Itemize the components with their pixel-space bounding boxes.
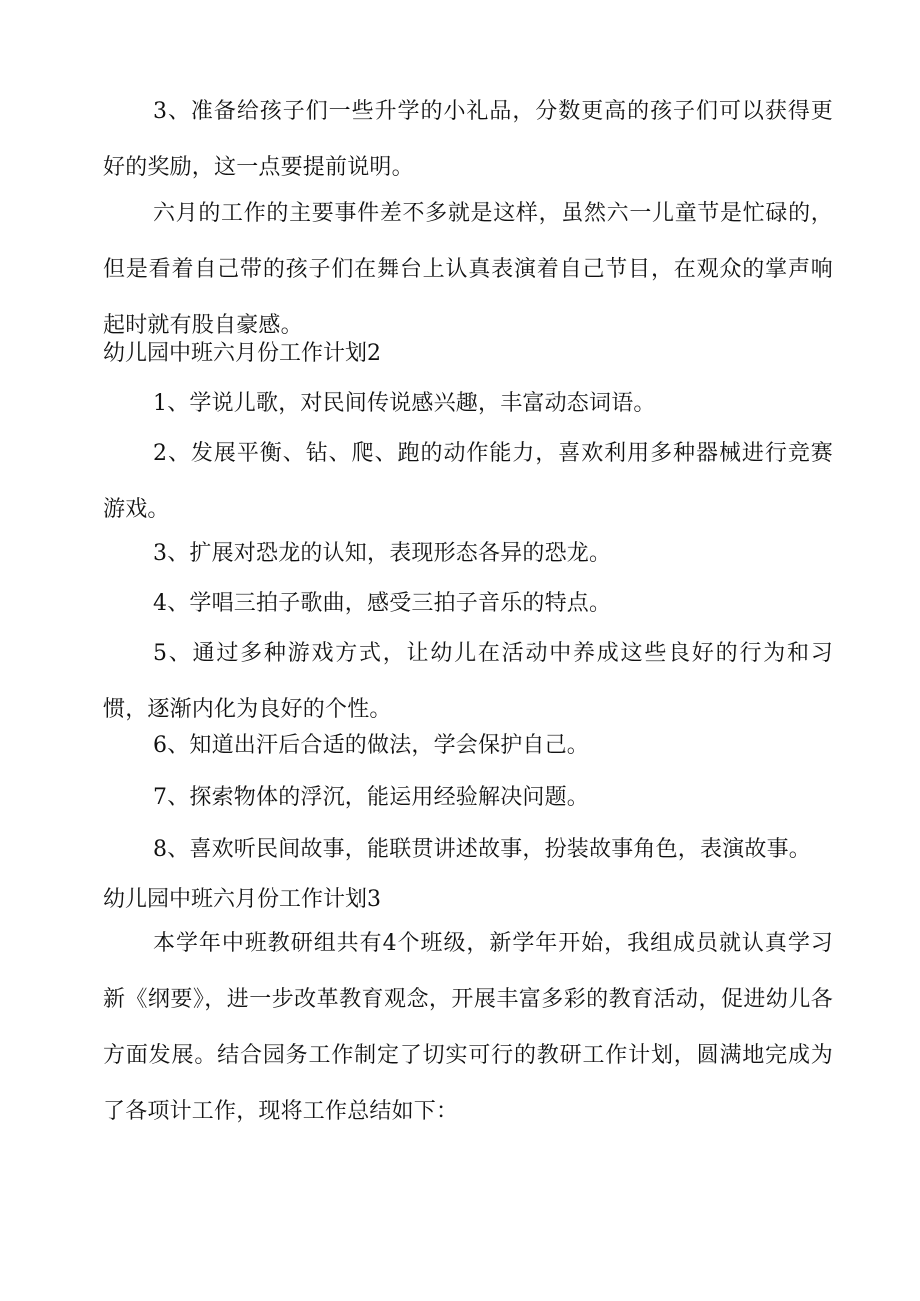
section-heading-plan-3: 幼儿园中班六月份工作计划3	[103, 887, 381, 912]
list-item-goal-6: 6、知道出汗后合适的做法，学会保护自己。	[153, 733, 589, 758]
list-item-goal-1: 1、学说儿歌，对民间传说感兴趣，丰富动态词语。	[153, 391, 656, 416]
list-item-goal-5: 5、通过多种游戏方式，让幼儿在活动中养成这些良好的行为和习惯，逐渐内化为良好的个性。	[103, 641, 833, 722]
list-item-goal-8: 8、喜欢听民间故事，能联贯讲述故事，扮装故事角色，表演故事。	[153, 837, 811, 862]
list-item-goal-3: 3、扩展对恐龙的认知，表现形态各异的恐龙。	[153, 541, 612, 566]
list-item-goal-7: 7、探索物体的浮沉，能运用经验解决问题。	[153, 785, 589, 810]
section-heading-plan-2: 幼儿园中班六月份工作计划2	[103, 341, 381, 366]
paragraph-gift-preparation: 3、准备给孩子们一些升学的小礼品，分数更高的孩子们可以获得更好的奖励，这一点要提前说明。	[103, 99, 833, 180]
paragraph-june-summary: 六月的工作的主要事件差不多就是这样，虽然六一儿童节是忙碌的，但是看着自己带的孩子们在舞台上认真表演着自己节目，在观众的掌声响起时就有股自豪感。	[103, 201, 833, 338]
list-item-goal-2: 2、发展平衡、钻、爬、跑的动作能力，喜欢利用多种器械进行竞赛游戏。	[103, 441, 833, 522]
paragraph-plan-3-intro: 本学年中班教研组共有4个班级，新学年开始，我组成员就认真学习新《纲要》，进一步改革教育观念，开展丰富多彩的教育活动，促进幼儿各方面发展。结合园务工作制定了切实可行的教研工作计划，圆满地完成为了各项计工作，现将工作总结如下：	[103, 931, 833, 1124]
list-item-goal-4: 4、学唱三拍子歌曲，感受三拍子音乐的特点。	[153, 591, 612, 616]
